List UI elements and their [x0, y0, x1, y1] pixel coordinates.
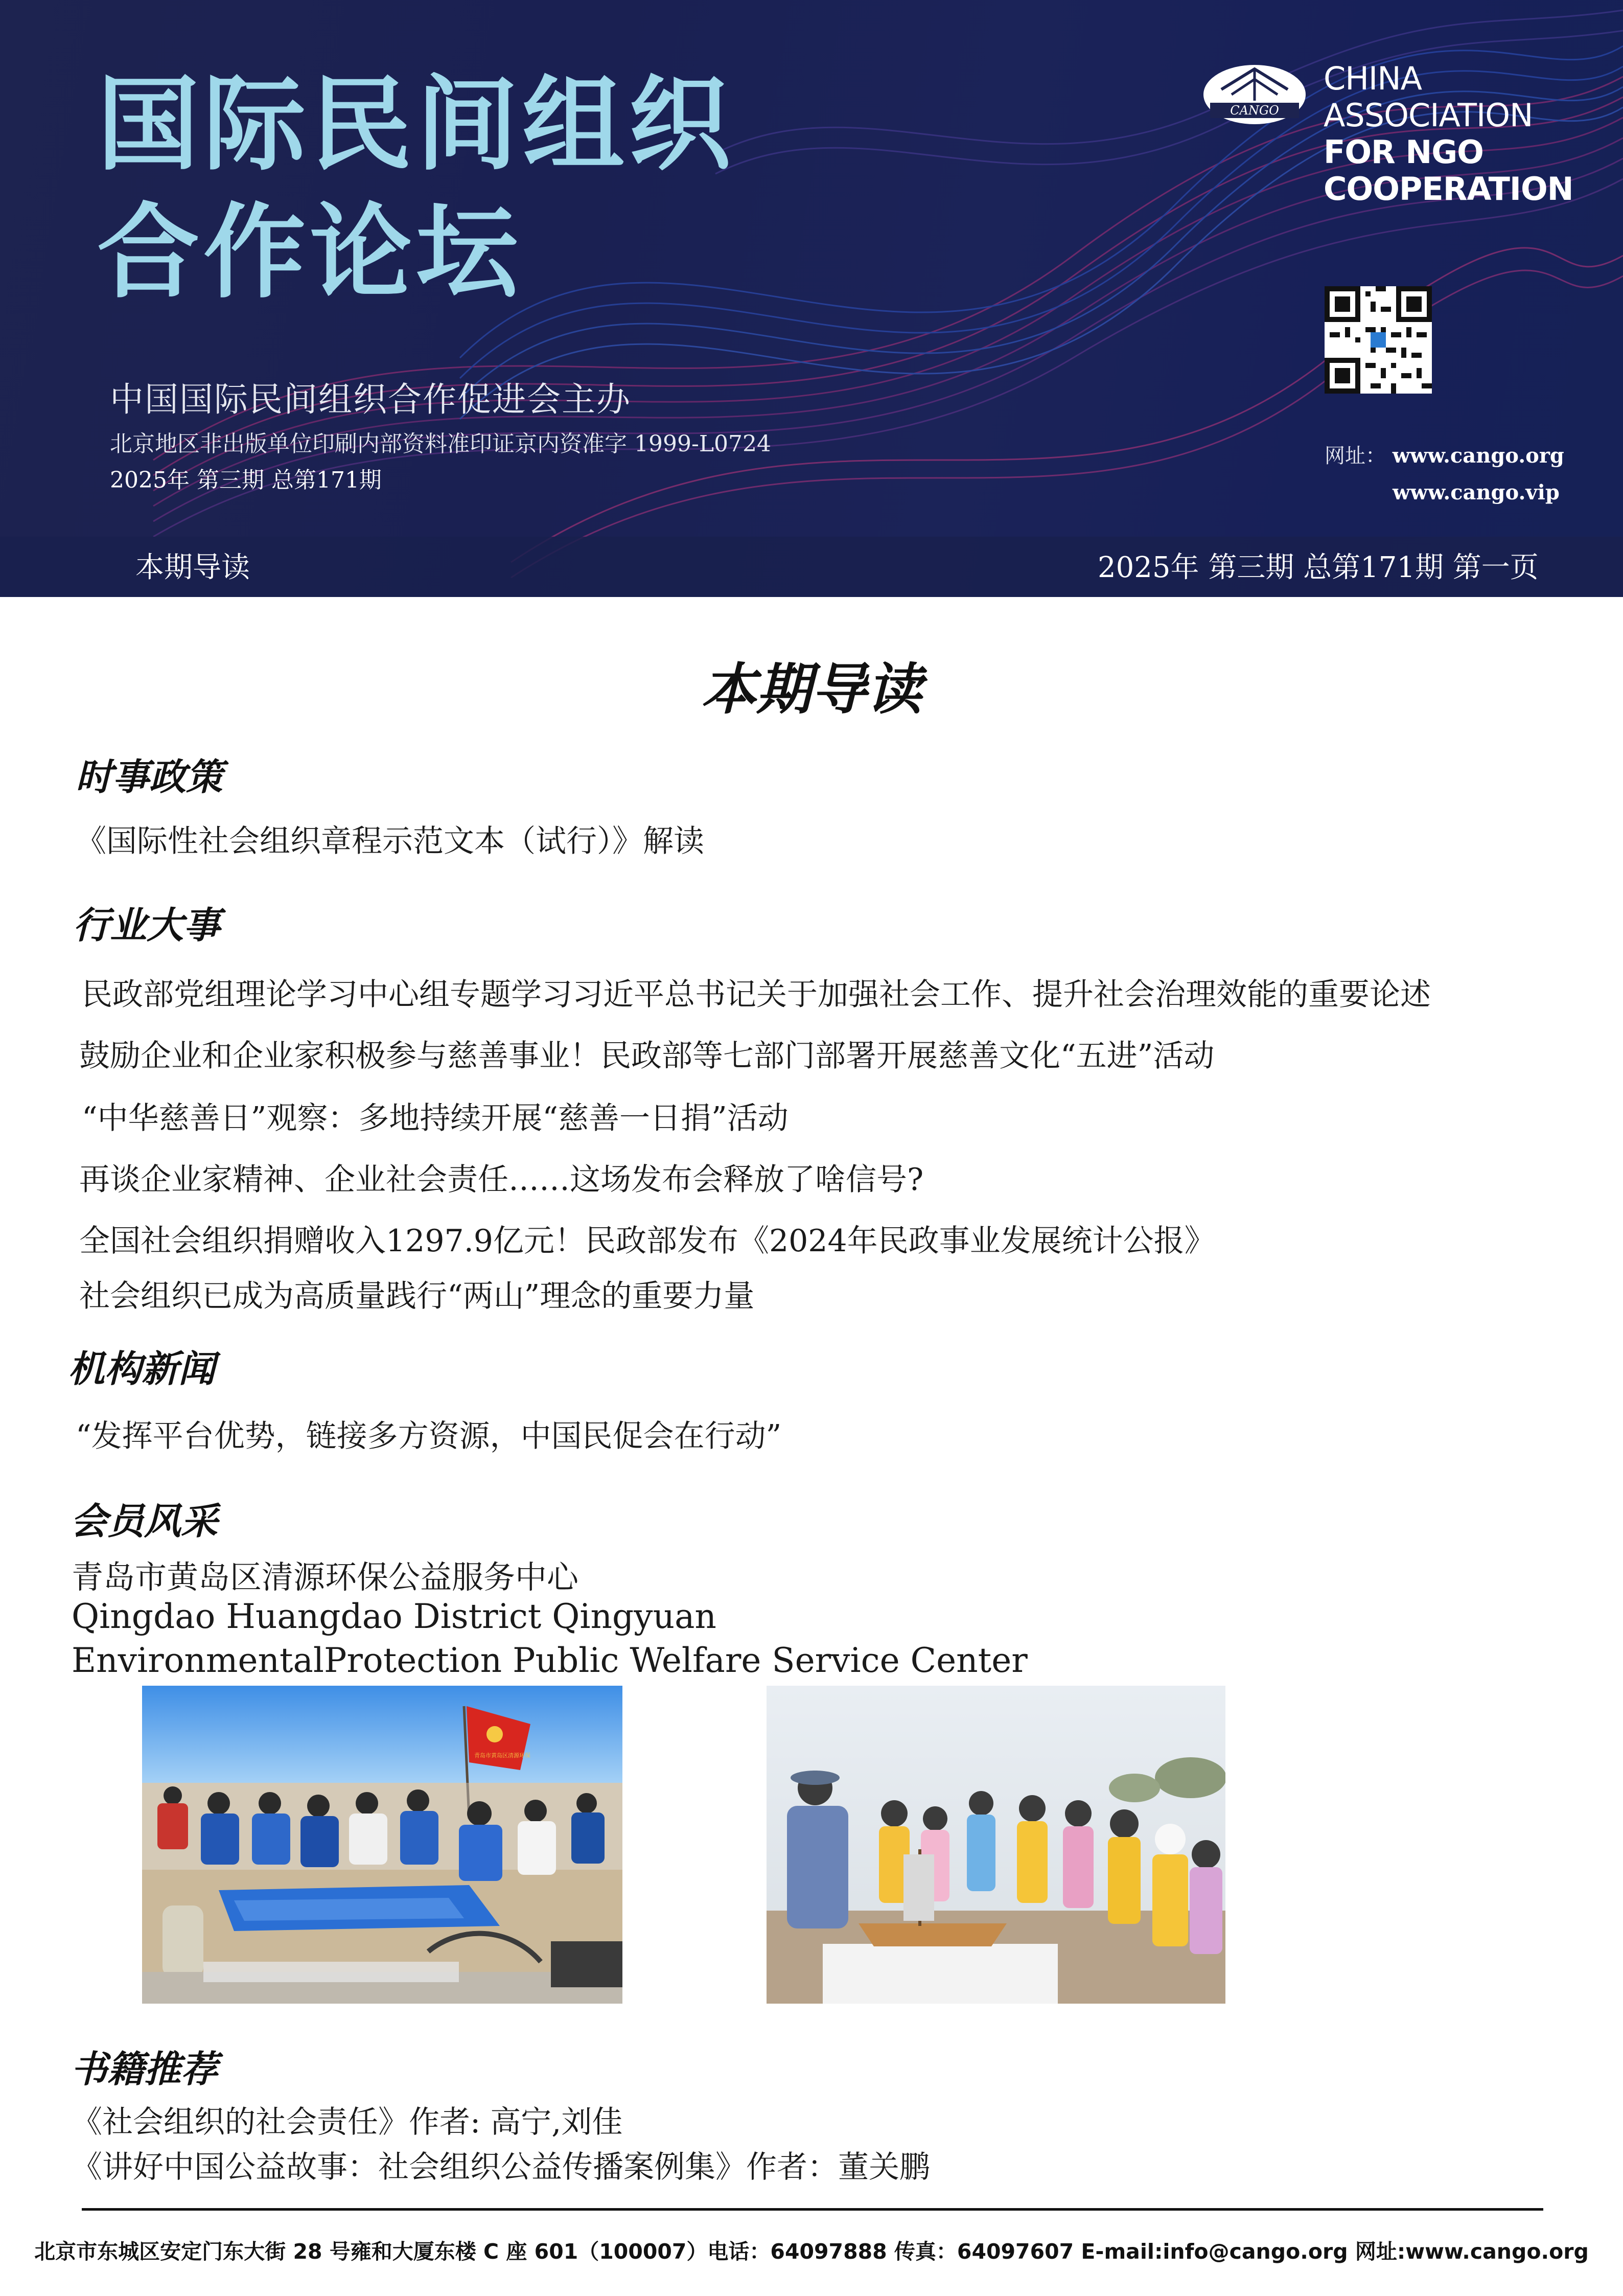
industry-item[interactable]: 全国社会组织捐赠收入1297.9亿元！民政部发布《2024年民政事业发展统计公报》 — [79, 1223, 1215, 1259]
permit-text: 北京地区非出版单位印刷内部资料准印证京内资准字 1999-L0724 — [110, 431, 772, 457]
page-title: 本期导读 — [701, 658, 922, 722]
journal-title — [97, 61, 735, 317]
band-issue-page: 2025年 第三期 总第171期 第一页 — [1098, 551, 1539, 584]
industry-item[interactable]: 鼓励企业和企业家积极参与慈善事业！民政部等七部门部署开展慈善文化“五进”活动 — [79, 1038, 1215, 1074]
book-item[interactable]: 《讲好中国公益故事：社会组织公益传播案例集》作者：董关鹏 — [72, 2149, 930, 2185]
journal-title-line2: 合作论坛 — [97, 193, 523, 312]
section-heading-members: 会员风采 — [71, 1500, 218, 1543]
website-line-1 — [1325, 440, 1564, 469]
qr-code-icon[interactable] — [1325, 286, 1432, 394]
issue-number: 2025年 第三期 总第171期 — [110, 467, 382, 493]
website-url-2[interactable]: www.cango.vip — [1393, 480, 1560, 504]
website-url-1[interactable]: www.cango.org — [1392, 444, 1564, 468]
section-heading-industry: 行业大事 — [73, 904, 221, 947]
footer-divider — [82, 2208, 1543, 2211]
member-photo-children-activity — [767, 1686, 1225, 2004]
industry-item[interactable]: “中华慈善日”观察：多地持续开展“慈善一日捐”活动 — [82, 1100, 789, 1136]
member-name-en-2: EnvironmentalProtection Public Welfare Service Center — [72, 1641, 1028, 1680]
journal-title-line1: 国际民间组织 — [97, 65, 735, 185]
member-name-en-1: Qingdao Huangdao District Qingyuan — [72, 1597, 716, 1636]
cango-logo-icon — [1201, 54, 1308, 130]
org-name-english — [1324, 60, 1623, 208]
band-section-label: 本期导读 — [135, 551, 250, 584]
policy-item[interactable]: 《国际性社会组织章程示范文本（试行）》解读 — [76, 823, 704, 859]
logo-text: CANGO — [1230, 103, 1279, 118]
news-item[interactable]: “发挥平台优势，链接多方资源，中国民促会在行动” — [76, 1418, 782, 1454]
industry-item[interactable]: 民政部党组理论学习中心组专题学习习近平总书记关于加强社会工作、提升社会治理效能的重要论述 — [82, 977, 1431, 1013]
section-heading-books: 书籍推荐 — [71, 2048, 218, 2091]
flag-text: 青岛市黄岛区清源环保 — [474, 1752, 530, 1759]
footer-contact: 北京市东城区安定门东大街 28 号雍和大厦东楼 C 座 601（100007）电话：64097888 传真：64097607 E-mail:info@cango.org 网址:www.cango.org — [34, 2239, 1589, 2264]
org-name-line2: FOR NGO COOPERATION — [1324, 133, 1573, 208]
website-label: 网址： — [1325, 444, 1386, 468]
industry-item[interactable]: 社会组织已成为高质量践行“两山”理念的重要力量 — [79, 1278, 755, 1314]
header-banner — [0, 0, 1623, 597]
member-name-cn: 青岛市黄岛区清源环保公益服务中心 — [72, 1558, 579, 1596]
book-item[interactable]: 《社会组织的社会责任》作者: 高宁,刘佳 — [72, 2104, 623, 2140]
org-name-line1: CHINA ASSOCIATION — [1324, 60, 1533, 134]
member-photo-beach-cleanup — [142, 1686, 622, 2004]
industry-item[interactable]: 再谈企业家精神、企业社会责任……这场发布会释放了啥信号? — [79, 1162, 924, 1198]
sponsor-text: 中国国际民间组织合作促进会主办 — [110, 380, 631, 419]
section-heading-news: 机构新闻 — [68, 1347, 216, 1390]
section-heading-policy: 时事政策 — [76, 755, 223, 798]
